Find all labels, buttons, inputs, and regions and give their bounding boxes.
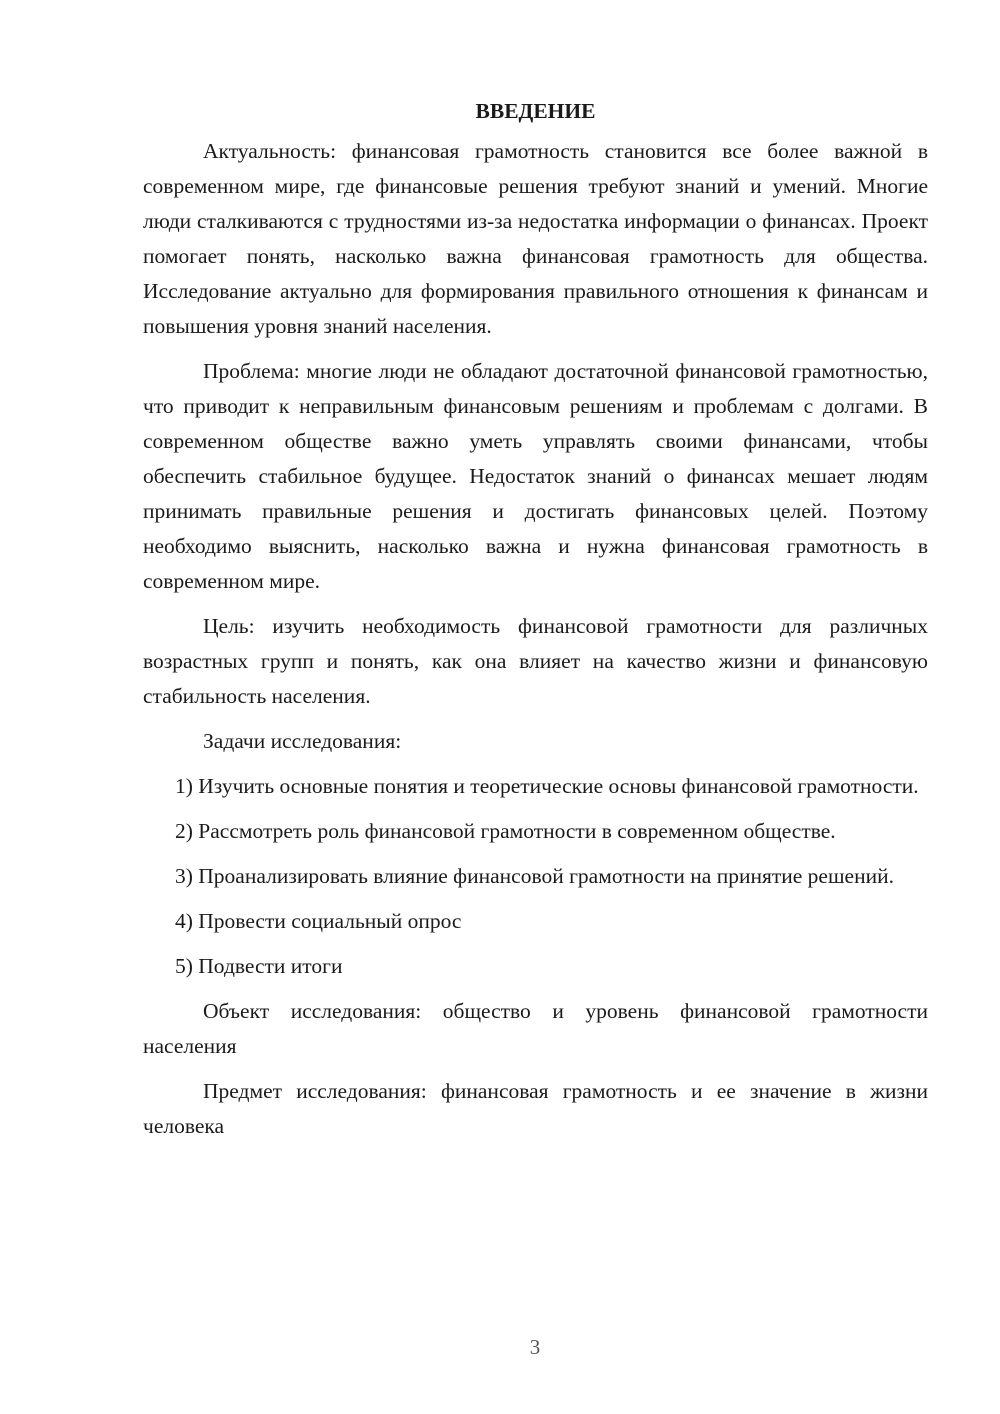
section-title: ВВЕДЕНИЕ — [475, 99, 596, 123]
paragraph-goal: Цель: изучить необходимость финансовой грамотности для различных возрастных групп и понять, как она влияет на качество жизни и финансовую стабильность населения. — [143, 614, 928, 708]
task-item-1: 1) Изучить основные понятия и теоретические основы финансовой грамотности. — [175, 774, 919, 798]
paragraph-relevance: Актуальность: финансовая грамотность становится все более важной в современном мире, где финансовые решения требуют знаний и умений. Многие люди сталкиваются с трудностями из-за недостатка информации о финансах. Проект помогает понять, насколько важна финансовая грамотность для общества. Исследование актуально для формирования правильного отношения к финансам и повышения уровня знаний населения. — [143, 139, 928, 338]
page-number: 3 — [529, 1335, 541, 1359]
paragraph-subject: Предмет исследования: финансовая грамотность и ее значение в жизни человека — [143, 1079, 928, 1138]
task-item-5: 5) Подвести итоги — [175, 954, 343, 978]
task-item-2: 2) Рассмотреть роль финансовой грамотности в современном обществе. — [175, 819, 836, 843]
task-item-3: 3) Проанализировать влияние финансовой грамотности на принятие решений. — [175, 864, 894, 888]
task-item-4: 4) Провести социальный опрос — [175, 909, 462, 933]
paragraph-problem: Проблема: многие люди не обладают достаточной финансовой грамотностью, что приводит к неправильным финансовым решениям и проблемам с долгами. В современном обществе важно уметь управлять своими финансами, чтобы обеспечить стабильное будущее. Недостаток знаний о финансах мешает людям принимать правильные решения и достигать финансовых целей. Поэтому необходимо выяснить, насколько важна и нужна финансовая грамотность в современном мире. — [143, 359, 928, 593]
tasks-heading: Задачи исследования: — [203, 729, 402, 753]
paragraph-object: Объект исследования: общество и уровень финансовой грамотности населения — [143, 999, 928, 1058]
document-page — [143, 92, 928, 1154]
